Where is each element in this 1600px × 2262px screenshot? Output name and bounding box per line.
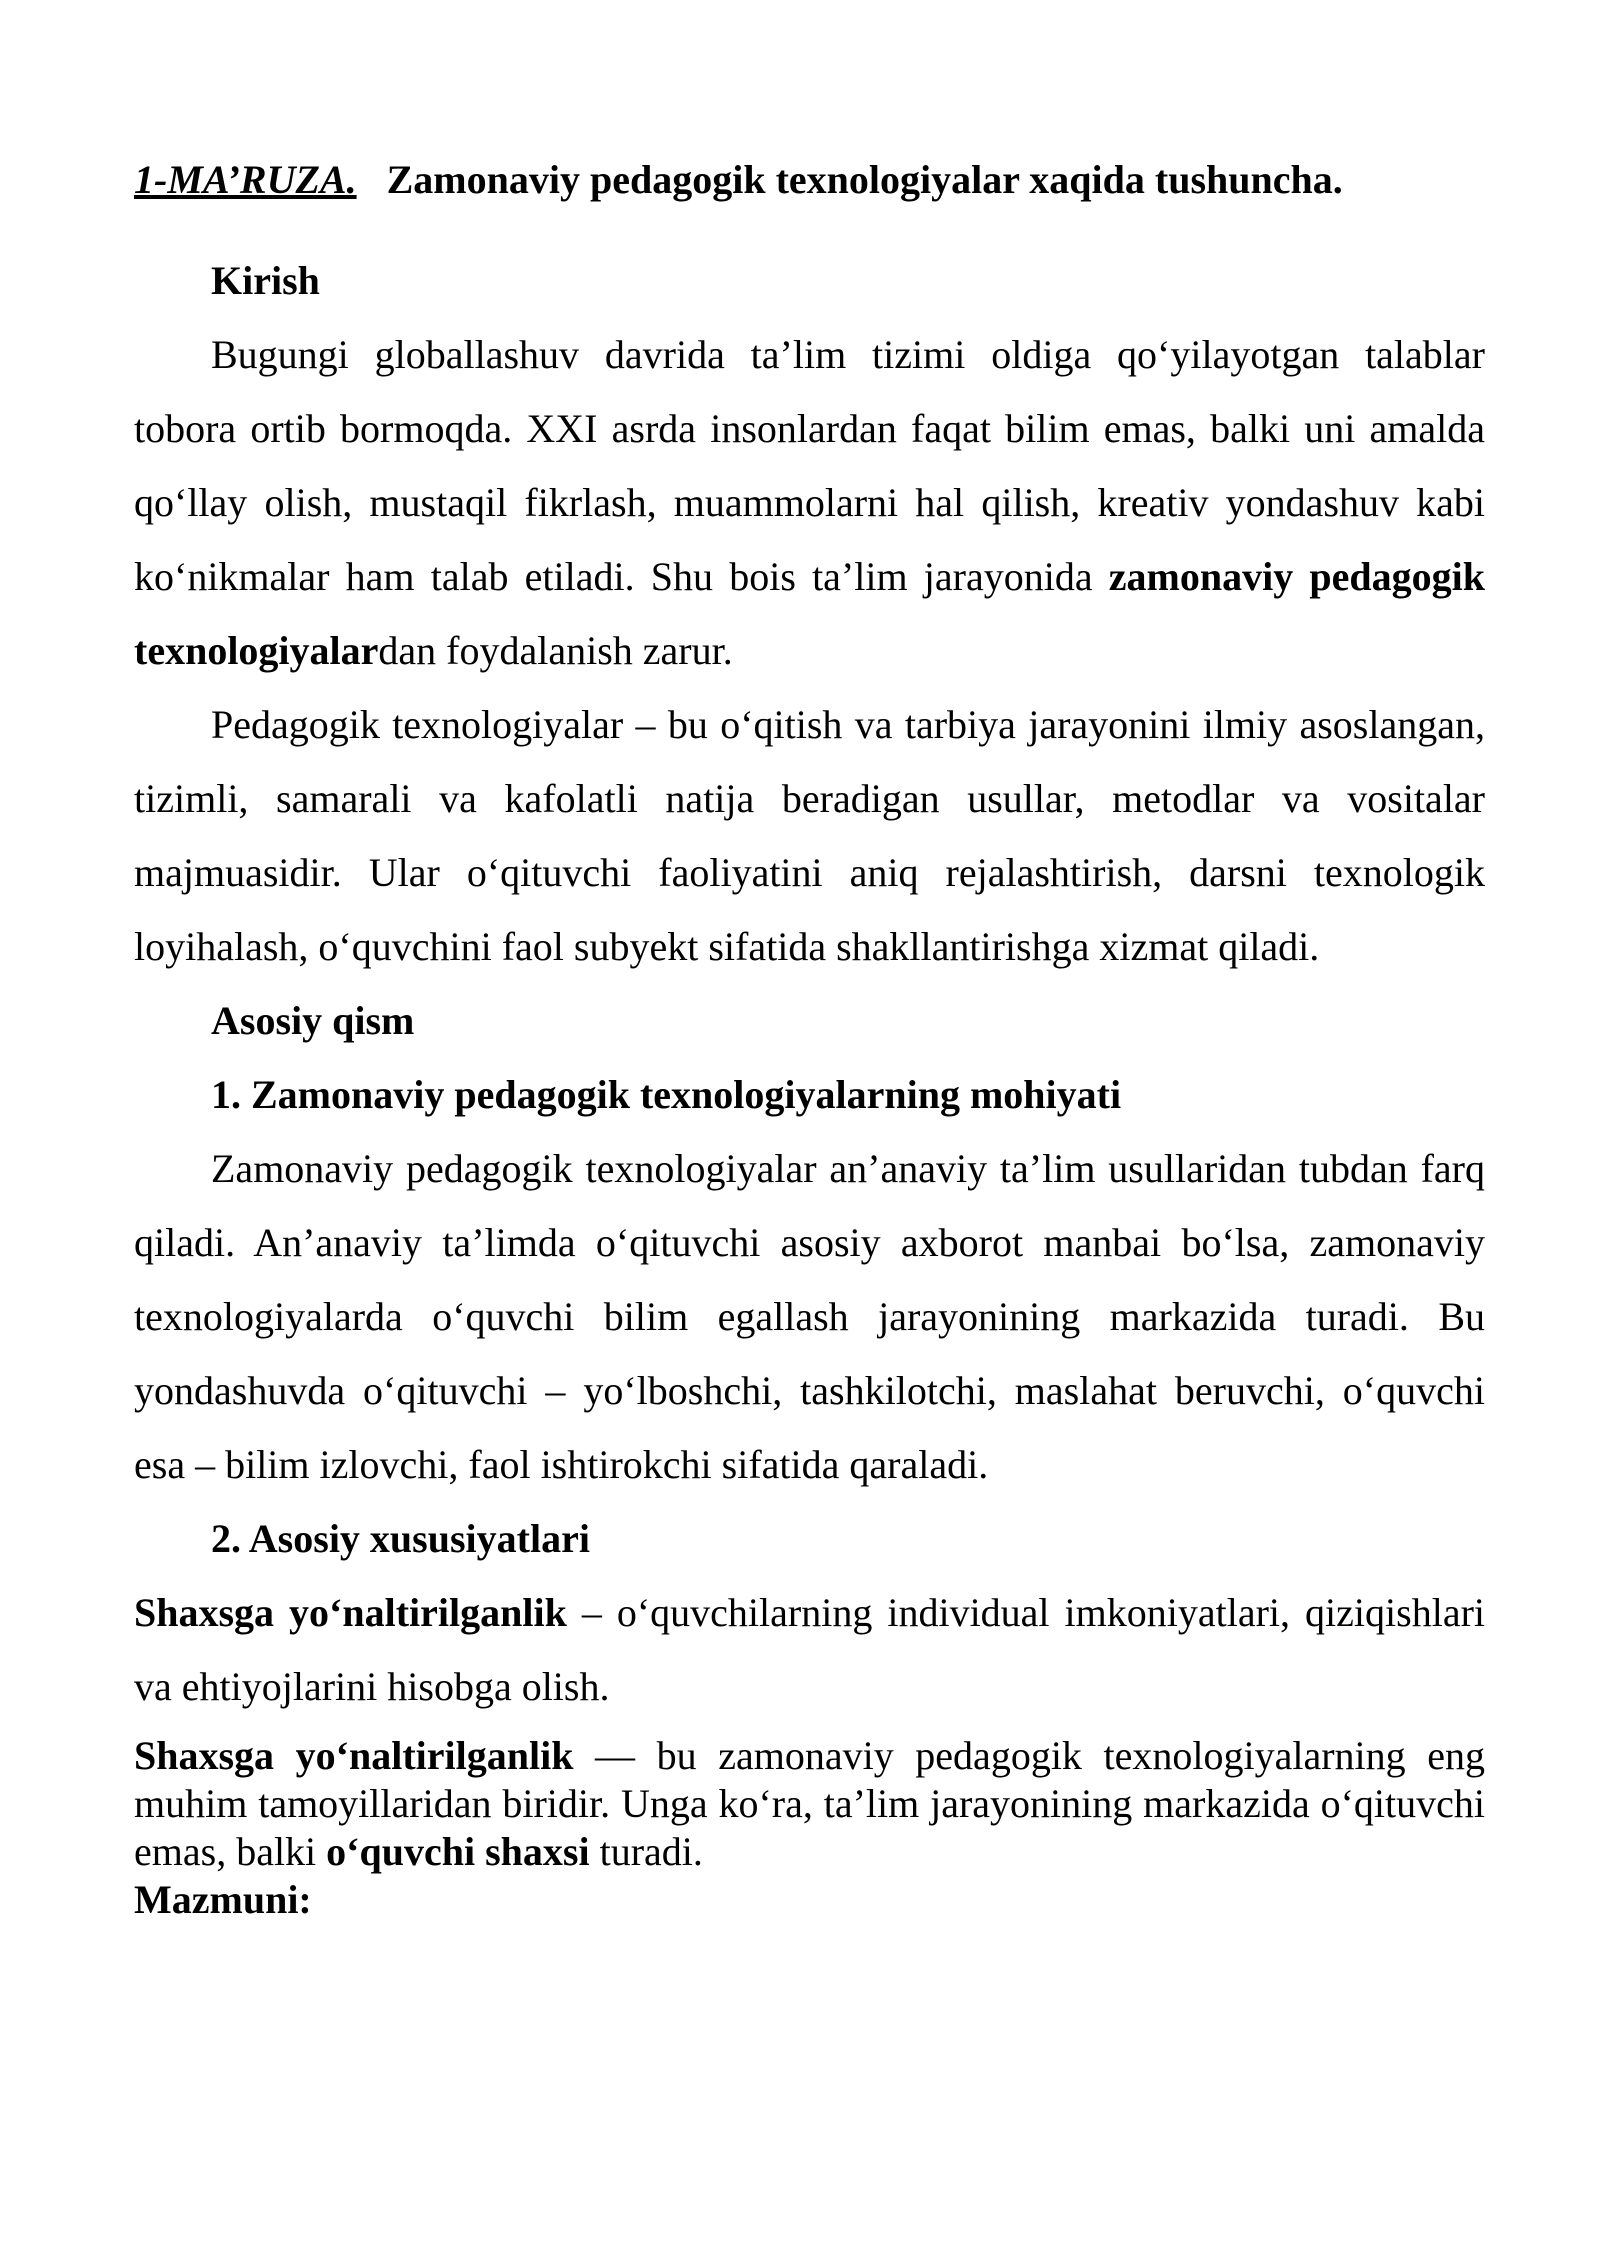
feature-2-paragraph [134, 1732, 1485, 1876]
feature-2-term: Shaxsga yo‘naltirilganlik [134, 1733, 574, 1778]
section-2-heading: 2. Asosiy xususiyatlari [211, 1516, 590, 1561]
intro-p1-text: Bugungi globallashuv davrida ta’lim tizimi oldiga qo‘yilayotgan talablar tobora ortib bormoqda. XXI asrda insonlardan faqat bilim emas, balki uni amalda qo‘llay olish, mustaqil fikrlash, muammolarni hal qilish, kreativ yondashuv kabi ko‘nikmalar ham talab etiladi. Shu bois ta’lim jarayonida [134, 332, 1485, 599]
intro-p1-bold-term: zamonaviy pedagogik texnologiyalar [134, 554, 1486, 673]
lecture-title-text: Zamonaviy pedagogik texnologiyalar xaqida tushuncha. [386, 157, 1343, 202]
feature-1-term: Shaxsga yo‘naltirilganlik [134, 1590, 567, 1635]
intro-heading: Kirish [211, 258, 320, 303]
lecture-number: 1-MA’RUZA. [134, 157, 357, 202]
section-1-paragraph: Zamonaviy pedagogik texnologiyalar an’anaviy ta’lim usullaridan tubdan farq qiladi. An’anaviy ta’limda o‘qituvchi asosiy axborot manbai bo‘lsa, zamonaviy texnologiyalarda o‘quvchi bilim egallash jarayonining markazida turadi. Bu yondashuvda o‘qituvchi – yo‘lboshchi, tashkilotchi, maslahat beruvchi, o‘quvchi esa – bilim izlovchi, faol ishtirokchi sifatida qaraladi. [134, 1146, 1485, 1487]
feature-2-text: — bu zamonaviy pedagogik texnologiyalarning eng muhim tamoyillaridan biridir. Unga ko‘ra, ta’lim jarayonining markazida o‘qituvchi emas, balki [134, 1733, 1486, 1874]
main-part-heading: Asosiy qism [211, 998, 415, 1043]
content-label: Mazmuni: [134, 1877, 312, 1922]
intro-paragraph-1 [134, 318, 1485, 688]
feature-2-bold-term: o‘quvchi shaxsi [326, 1829, 590, 1874]
section-1-heading: 1. Zamonaviy pedagogik texnologiyalarning mohiyati [211, 1072, 1122, 1117]
document-body [134, 150, 1485, 1924]
feature-1-paragraph [134, 1576, 1485, 1724]
intro-p1-end: dan foydalanish zarur. [378, 628, 733, 673]
lecture-title [134, 150, 1485, 210]
feature-2-end: turadi. [589, 1829, 703, 1874]
intro-paragraph-2: Pedagogik texnologiyalar – bu o‘qitish va tarbiya jarayonini ilmiy asoslangan, tizimli, samarali va kafolatli natija beradigan usullar, metodlar va vositalar majmuasidir. Ular o‘qituvchi faoliyatini aniq rejalashtirish, darsni texnologik loyihalash, o‘quvchini faol subyekt sifatida shakllantirishga xizmat qiladi. [134, 702, 1485, 969]
feature-1-text: – o‘quvchilarning individual imkoniyatlari, qiziqishlari va ehtiyojlarini hisobga olish. [134, 1590, 1485, 1709]
